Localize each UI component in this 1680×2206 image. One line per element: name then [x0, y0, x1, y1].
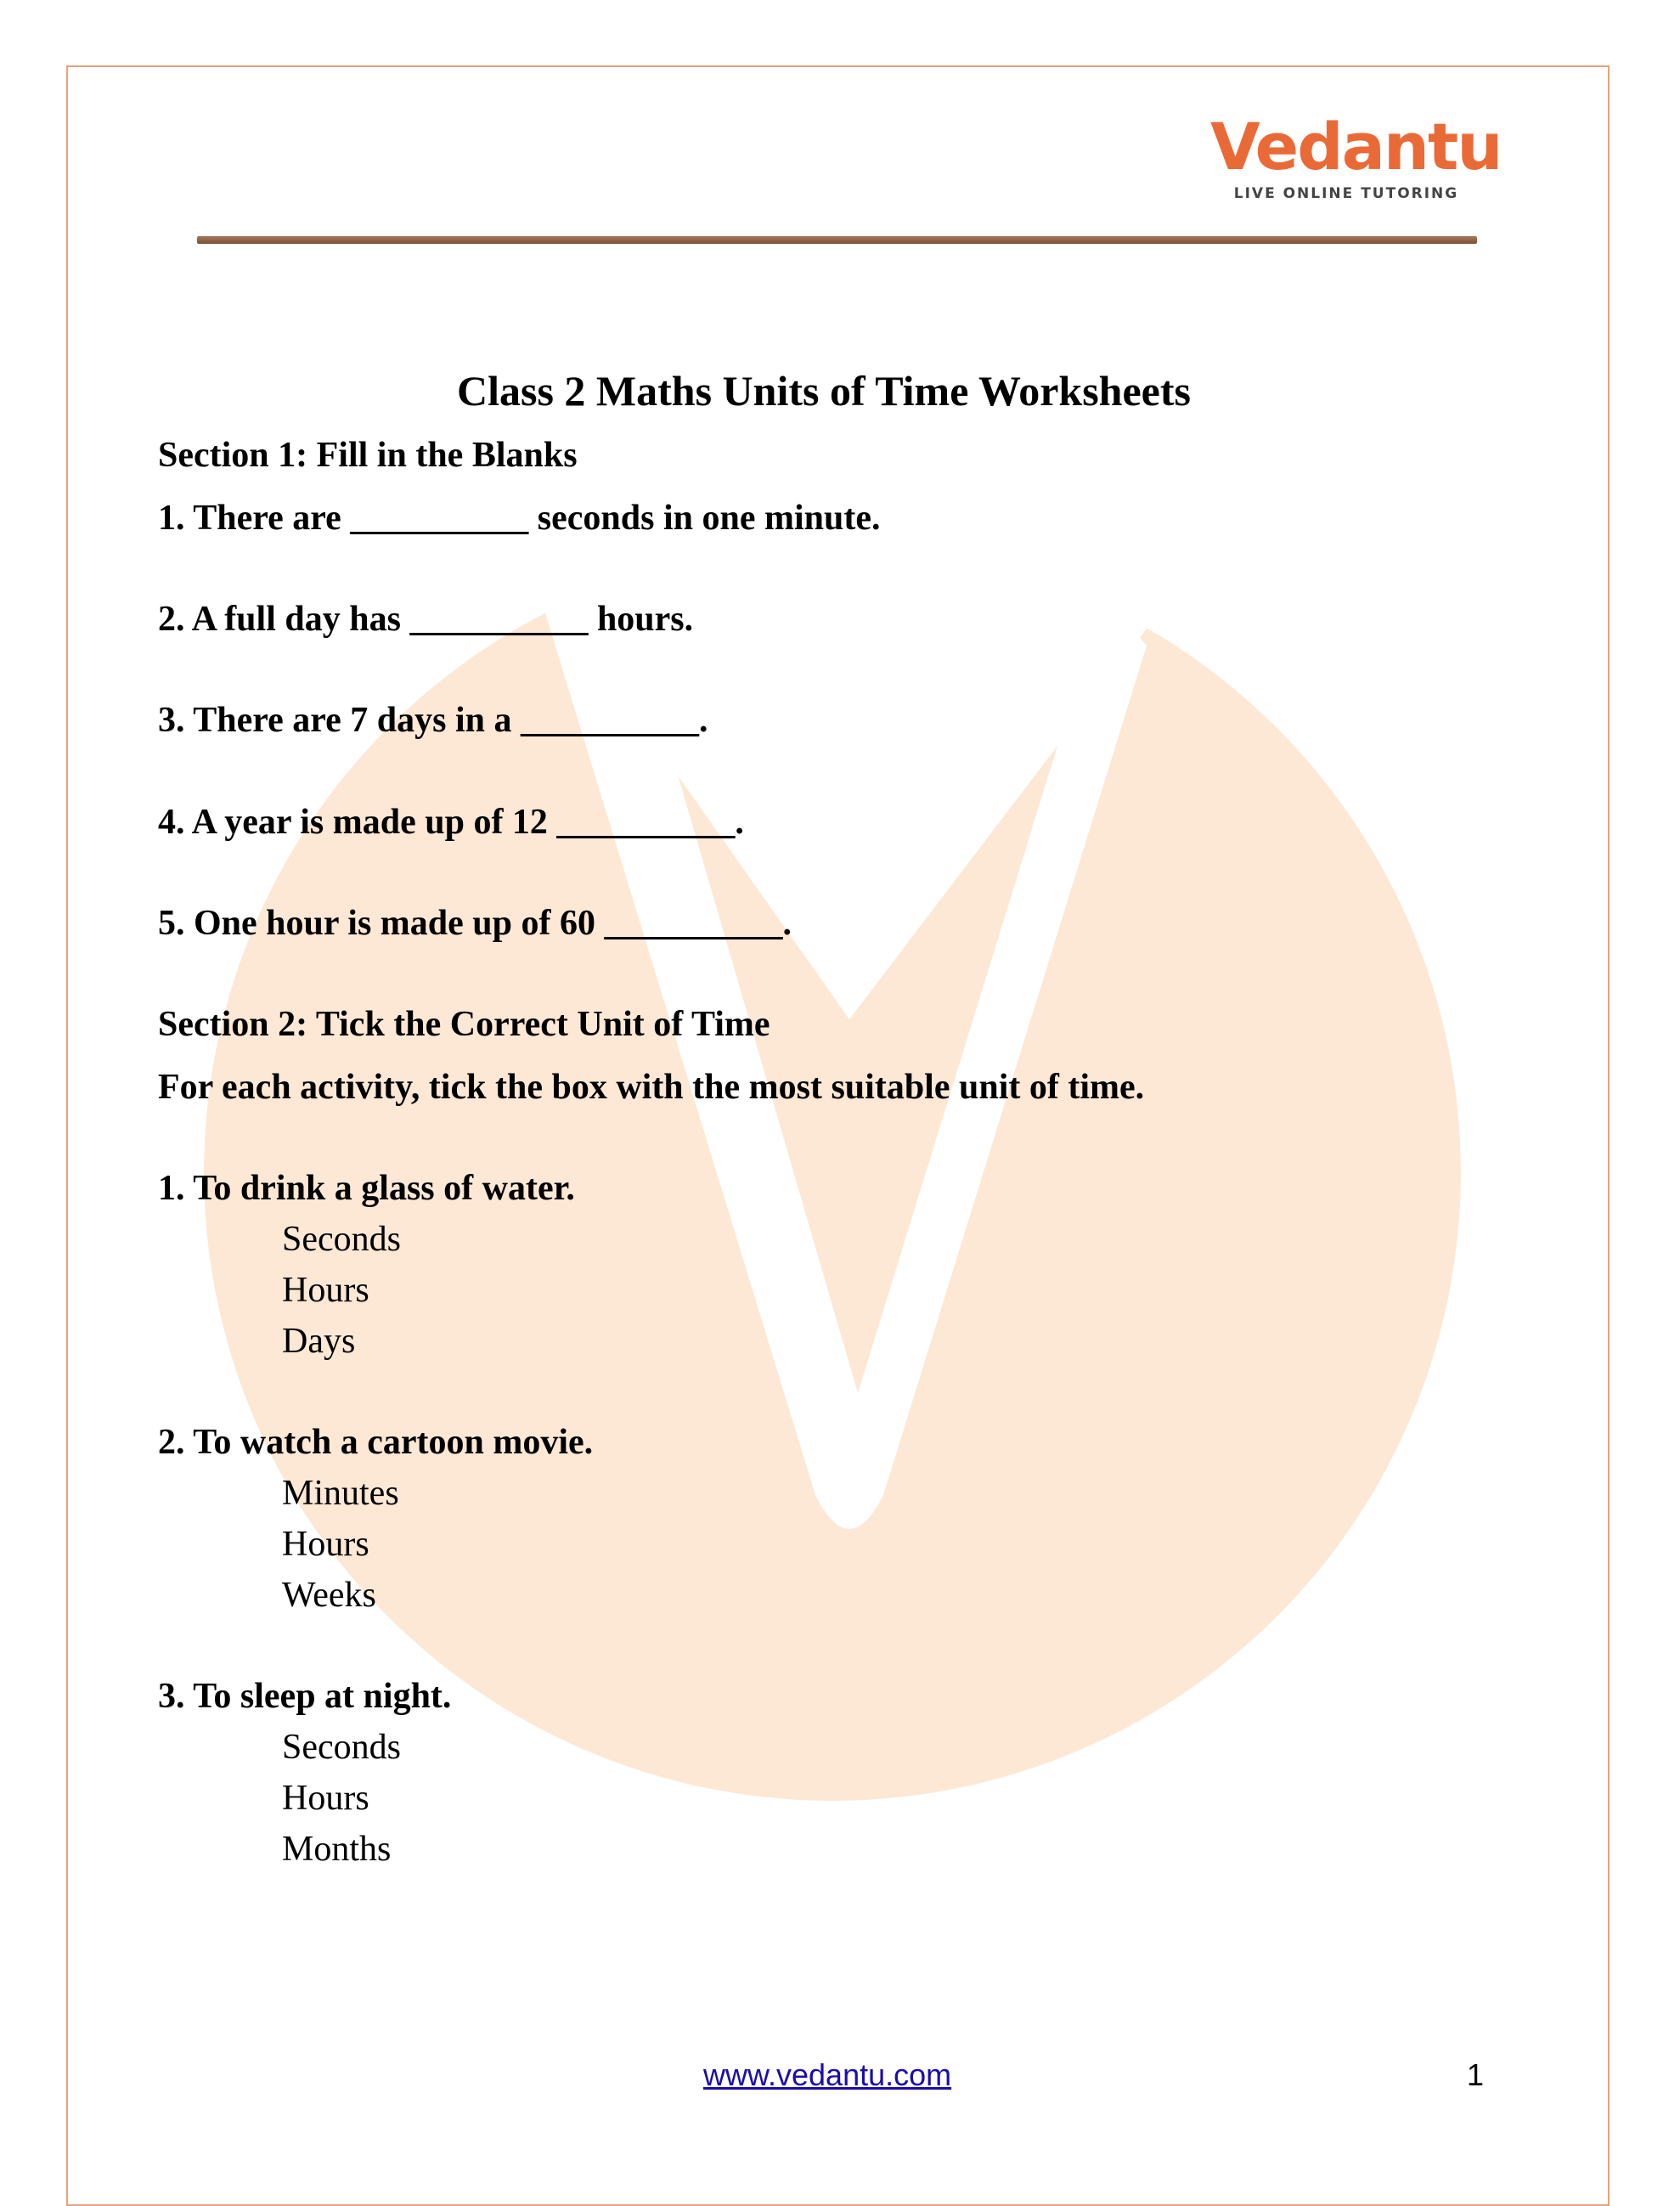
fill-blank-item: 2. A full day has __________ hours.	[158, 600, 694, 639]
option-label: Seconds	[282, 1728, 401, 1767]
option-label: Seconds	[282, 1220, 401, 1259]
option-label: Minutes	[282, 1474, 399, 1513]
fill-blank-item: 4. A year is made up of 12 __________.	[158, 803, 744, 842]
option-label: Hours	[282, 1779, 369, 1818]
footer-website-link[interactable]: www.vedantu.com	[703, 2057, 952, 2092]
fill-blank-item: 3. There are 7 days in a __________.	[158, 701, 708, 740]
header-divider	[197, 236, 1477, 244]
section-1-heading: Section 1: Fill in the Blanks	[158, 436, 578, 475]
logo-wordmark: Vedantu	[1210, 109, 1502, 184]
question-prompt: 1. To drink a glass of water.	[158, 1169, 575, 1208]
option-label: Hours	[282, 1525, 369, 1564]
fill-blank-item: 1. There are __________ seconds in one minute.	[158, 499, 881, 538]
page-title: Class 2 Maths Units of Time Worksheets	[457, 367, 1191, 415]
option-label: Weeks	[282, 1576, 376, 1615]
question-prompt: 2. To watch a cartoon movie.	[158, 1423, 594, 1462]
section-2-instruction: For each activity, tick the box with the most suitable unit of time.	[158, 1068, 1145, 1107]
question-prompt: 3. To sleep at night.	[158, 1677, 452, 1716]
option-label: Days	[282, 1322, 356, 1361]
option-label: Hours	[282, 1271, 369, 1310]
page-number: 1	[1467, 2057, 1485, 2092]
section-2-heading: Section 2: Tick the Correct Unit of Time	[158, 1005, 770, 1044]
vedantu-logo	[1210, 109, 1502, 217]
logo-tagline: LIVE ONLINE TUTORING	[1233, 185, 1459, 202]
option-label: Months	[282, 1830, 392, 1869]
fill-blank-item: 5. One hour is made up of 60 __________.	[158, 904, 792, 943]
